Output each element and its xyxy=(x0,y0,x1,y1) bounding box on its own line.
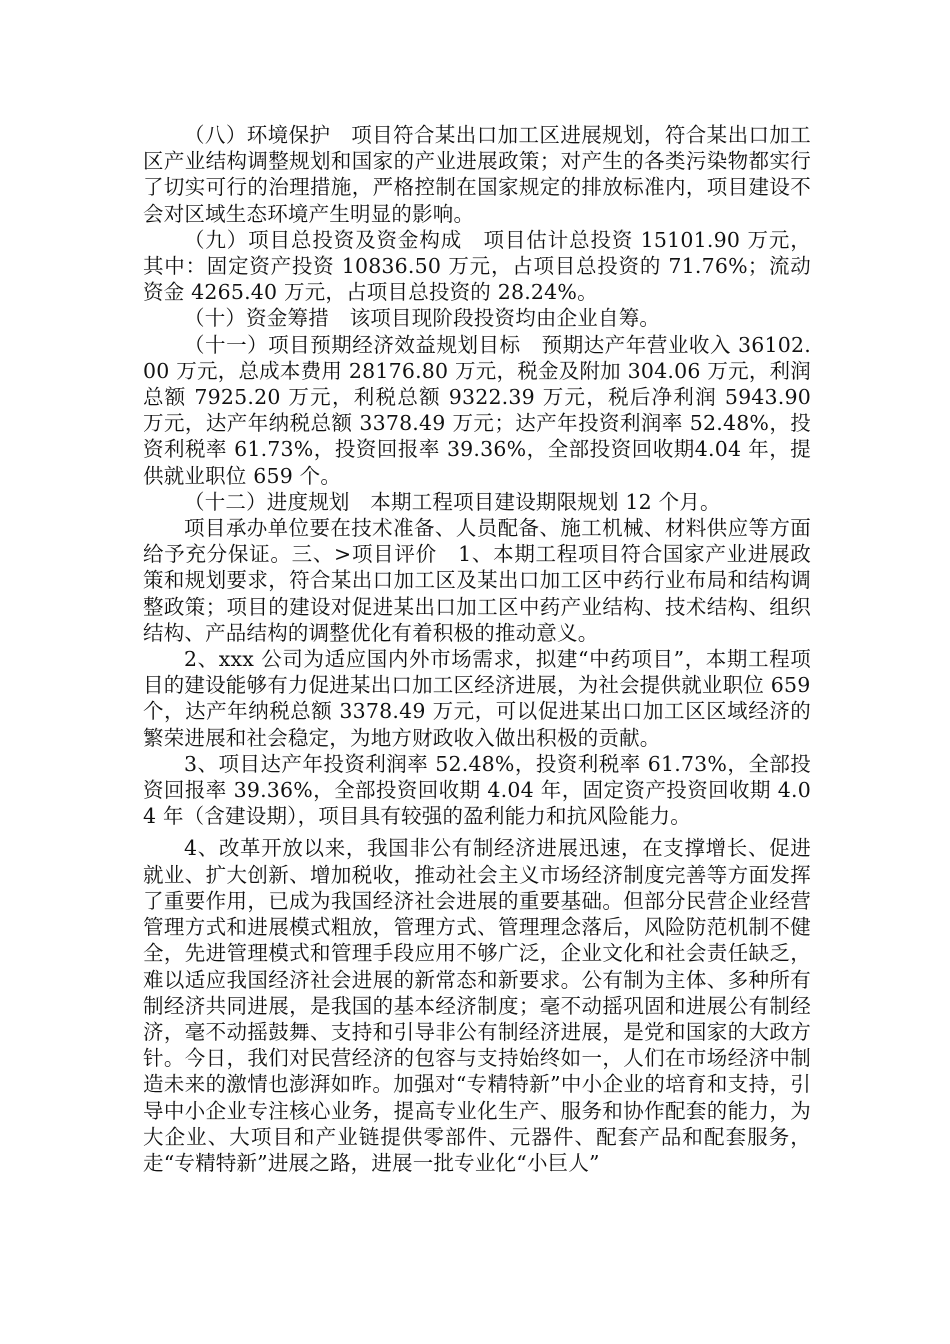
paragraph-evaluation-1: 项目承办单位要在技术准备、人员配备、施工机械、材料供应等方面给予充分保证。三、>项目评价 1、本期工程项目符合国家产业进展政策和规划要求，符合某出口加工区及某出口加工区中药行业布局和结构调整政策；项目的建设对促进某出口加工区中药产业结构、技术结构、组织结构、产品结构的调整优化有着积极的推动意义。 xyxy=(143,516,811,645)
paragraph-schedule: （十二）进度规划 本期工程项目建设期限规划 12 个月。 xyxy=(184,489,721,514)
paragraph-evaluation-2: 2、xxx 公司为适应国内外市场需求，拟建“中药项目”，本期工程项目的建设能够有力促进某出口加工区经济进展，为社会提供就业职位 659 xyxy=(143,647,811,698)
paragraph-economic-targets: （十一）项目预期经济效益规划目标 预期达产年营业收入 36102.00 万元，总成本费用 28176.80 万元，税金及附加 304.06 万元，利润总额 7925.20 万元，利税总额 9322.39 万元，税后净利润 5943.90 万元，达产年纳税总额 3378.49 万元；达产年投资利润率 52.48%，投资利税率 61.73%，投资回报率 39.36%，全部投资回收期4.04 年，提供就业职位 659 个。 xyxy=(143,332,811,488)
paragraph-funding: （十）资金筹措 该项目现阶段投资均由企业自筹。 xyxy=(184,306,661,331)
paragraph-environment: （八）环境保护 项目符合某出口加工区进展规划，符合某出口加工区产业结构调整规划和国家的产业进展政策；对产生的各类污染物都实行了切实可行的治理措施，严格控制在国家规定的排放标准内，项目建设不会对区域生态环境产生明显的影响。 xyxy=(143,123,811,226)
paragraph-evaluation-2-continued: 个，达产年纳税总额 3378.49 万元，可以促进某出口加工区区域经济的繁荣进展和社会稳定，为地方财政收入做出积极的贡献。 xyxy=(143,699,811,750)
document-body xyxy=(143,122,811,1176)
paragraph-evaluation-3: 3、项目达产年投资利润率 52.48%，投资利税率 61.73%，全部投资回报率 39.36%，全部投资回收期 4.04 年，固定资产投资回收期 4.04 年（含建设期），项目具有较强的盈利能力和抗风险能力。 xyxy=(143,751,811,829)
paragraph-investment: （九）项目总投资及资金构成 项目估计总投资 15101.90 万元，其中：固定资产投资 10836.50 万元，占项目总投资的 71.76%；流动资金 4265.40 万元，占项目总投资的 28.24%。 xyxy=(143,227,811,305)
paragraph-evaluation-4: 4、改革开放以来，我国非公有制经济进展迅速，在支撑增长、促进就业、扩大创新、增加税收，推动社会主义市场经济制度完善等方面发挥了重要作用，已成为我国经济社会进展的重要基础。但部分民营企业经营管理方式和进展模式粗放，管理方式、管理理念落后，风险防范机制不健全，先进管理模式和管理手段应用不够广泛，企业文化和社会责任缺乏，难以适应我国经济社会进展的新常态和新要求。公有制为主体、多种所有制经济共同进展，是我国的基本经济制度；毫不动摇巩固和进展公有制经济，毫不动摇鼓舞、支持和引导非公有制经济进展，是党和国家的大政方针。今日，我们对民营经济的包容与支持始终如一，人们在市场经济中制造未来的激情也澎湃如昨。加强对“专精特新”中小企业的培育和支持，引导中小企业专注核心业务，提高专业化生产、服务和协作配套的能力，为大企业、大项目和产业链提供零部件、元器件、配套产品和配套服务，走“专精特新”进展之路，进展一批专业化“小巨人” xyxy=(143,836,811,1175)
